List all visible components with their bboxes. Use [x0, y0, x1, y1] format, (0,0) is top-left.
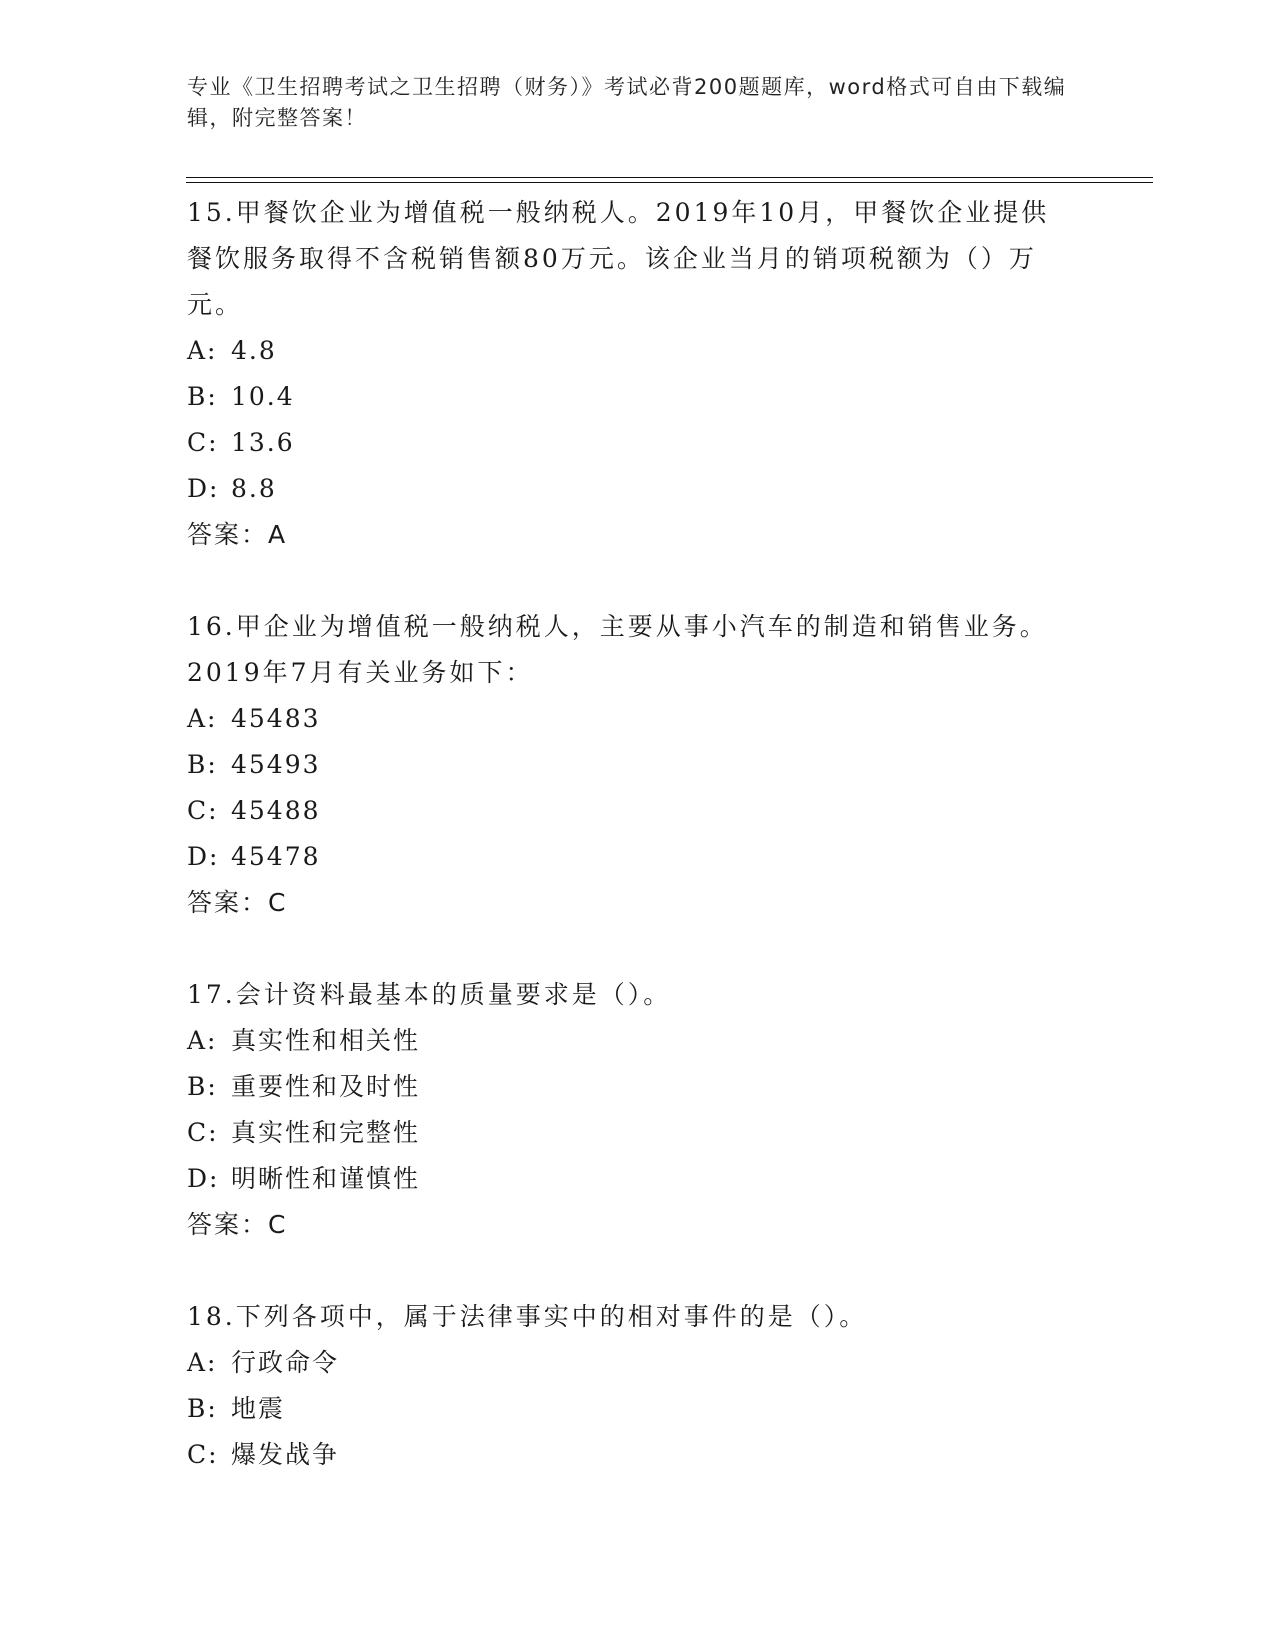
option-text: 45493 — [231, 750, 321, 779]
option-letter: C: — [187, 796, 219, 825]
question-stem: 18.下列各项中，属于法律事实中的相对事件的是（）。 — [187, 1302, 868, 1331]
option-text: 爆发战争 — [231, 1440, 340, 1469]
option-letter: B: — [187, 1072, 218, 1101]
option-text: 10.4 — [231, 382, 295, 411]
option-c — [187, 1432, 1077, 1478]
option-text: 45478 — [231, 842, 321, 871]
option-letter: C: — [187, 1118, 219, 1147]
option-text: 行政命令 — [231, 1348, 340, 1377]
question-stem: 17.会计资料最基本的质量要求是（）。 — [187, 980, 672, 1009]
option-letter: D: — [187, 1164, 220, 1193]
option-letter: B: — [187, 1394, 218, 1423]
option-d — [187, 834, 1077, 880]
option-d — [187, 1156, 1077, 1202]
question-18 — [187, 1294, 1077, 1478]
option-letter: C: — [187, 1440, 219, 1469]
question-15 — [187, 190, 1077, 558]
option-a — [187, 1340, 1077, 1386]
answer-line: 答案：C — [187, 888, 288, 917]
option-text: 4.8 — [231, 336, 277, 365]
option-text: 地震 — [231, 1394, 286, 1423]
option-letter: D: — [187, 474, 220, 503]
question-17 — [187, 972, 1077, 1248]
answer-line: 答案：C — [187, 1210, 288, 1239]
option-text: 真实性和相关性 — [231, 1026, 421, 1055]
option-text: 重要性和及时性 — [231, 1072, 421, 1101]
option-letter: B: — [187, 382, 218, 411]
question-stem: 16.甲企业为增值税一般纳税人，主要从事小汽车的制造和销售业务。2019年7月有关业务如下： — [187, 612, 1048, 687]
option-text: 明晰性和谨慎性 — [231, 1164, 421, 1193]
option-text: 13.6 — [231, 428, 295, 457]
option-text: 45483 — [231, 704, 321, 733]
option-letter: A: — [187, 1348, 218, 1377]
option-letter: D: — [187, 842, 220, 871]
document-header: 专业《卫生招聘考试之卫生招聘（财务）》考试必背200题题库，word格式可自由下载编辑，附完整答案！ — [187, 75, 1067, 130]
option-a — [187, 328, 1077, 374]
option-b — [187, 742, 1077, 788]
answer-line: 答案：A — [187, 520, 288, 549]
header-divider-top — [186, 177, 1153, 178]
option-a — [187, 1018, 1077, 1064]
option-c — [187, 420, 1077, 466]
option-b — [187, 1064, 1077, 1110]
header-divider-bottom — [186, 182, 1153, 183]
option-letter: B: — [187, 750, 218, 779]
question-list — [187, 190, 1077, 1524]
option-text: 真实性和完整性 — [231, 1118, 421, 1147]
option-letter: A: — [187, 704, 218, 733]
option-c — [187, 1110, 1077, 1156]
option-letter: C: — [187, 428, 219, 457]
question-16 — [187, 604, 1077, 926]
option-b — [187, 1386, 1077, 1432]
option-d — [187, 466, 1077, 512]
option-b — [187, 374, 1077, 420]
option-text: 45488 — [231, 796, 321, 825]
option-letter: A: — [187, 1026, 218, 1055]
option-text: 8.8 — [231, 474, 277, 503]
option-letter: A: — [187, 336, 218, 365]
option-c — [187, 788, 1077, 834]
option-a — [187, 696, 1077, 742]
question-stem: 15.甲餐饮企业为增值税一般纳税人。2019年10月，甲餐饮企业提供餐饮服务取得不含税销售额80万元。该企业当月的销项税额为（）万元。 — [187, 198, 1050, 319]
